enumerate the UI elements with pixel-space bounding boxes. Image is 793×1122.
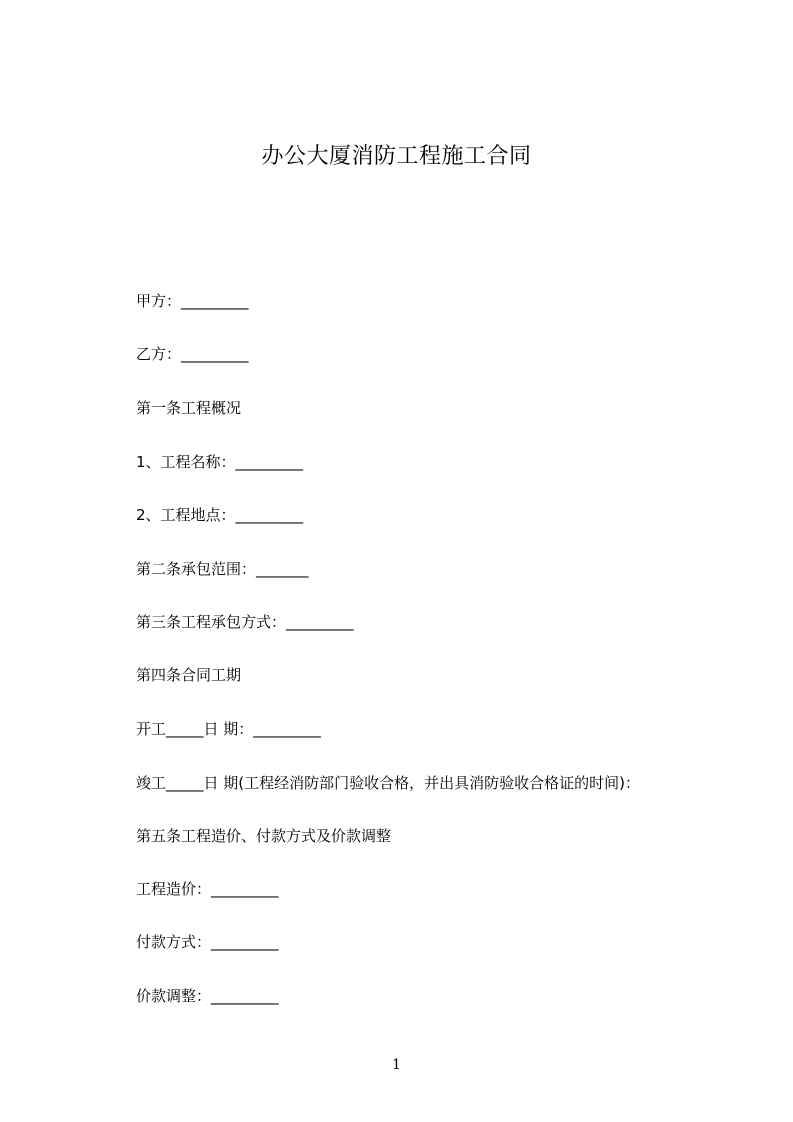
page-number: 1: [392, 1057, 401, 1073]
completion-date-line: 竣工_____日 期(工程经消防部门验收合格，并出具消防验收合格证的时间)：: [136, 774, 640, 792]
start-date-line: 开工_____日 期：_________: [136, 720, 321, 738]
project-name-line: 1、工程名称：_________: [136, 453, 304, 471]
project-location-line: 2、工程地点：_________: [136, 506, 304, 524]
project-cost-line: 工程造价：_________: [136, 880, 279, 898]
article-2-scope-line: 第二条承包范围：_______: [136, 560, 309, 578]
payment-method-line: 付款方式：_________: [136, 933, 279, 951]
article-4-heading: 第四条合同工期: [136, 666, 242, 684]
party-a-line: 甲方：_________: [136, 292, 249, 310]
price-adjustment-line: 价款调整：_________: [136, 987, 279, 1005]
article-5-heading: 第五条工程造价、付款方式及价款调整: [136, 827, 392, 845]
party-b-line: 乙方：_________: [136, 345, 249, 363]
document-title: 办公大厦消防工程施工合同: [261, 144, 532, 169]
article-3-method-line: 第三条工程承包方式：_________: [136, 613, 354, 631]
article-1-heading: 第一条工程概况: [136, 399, 242, 417]
